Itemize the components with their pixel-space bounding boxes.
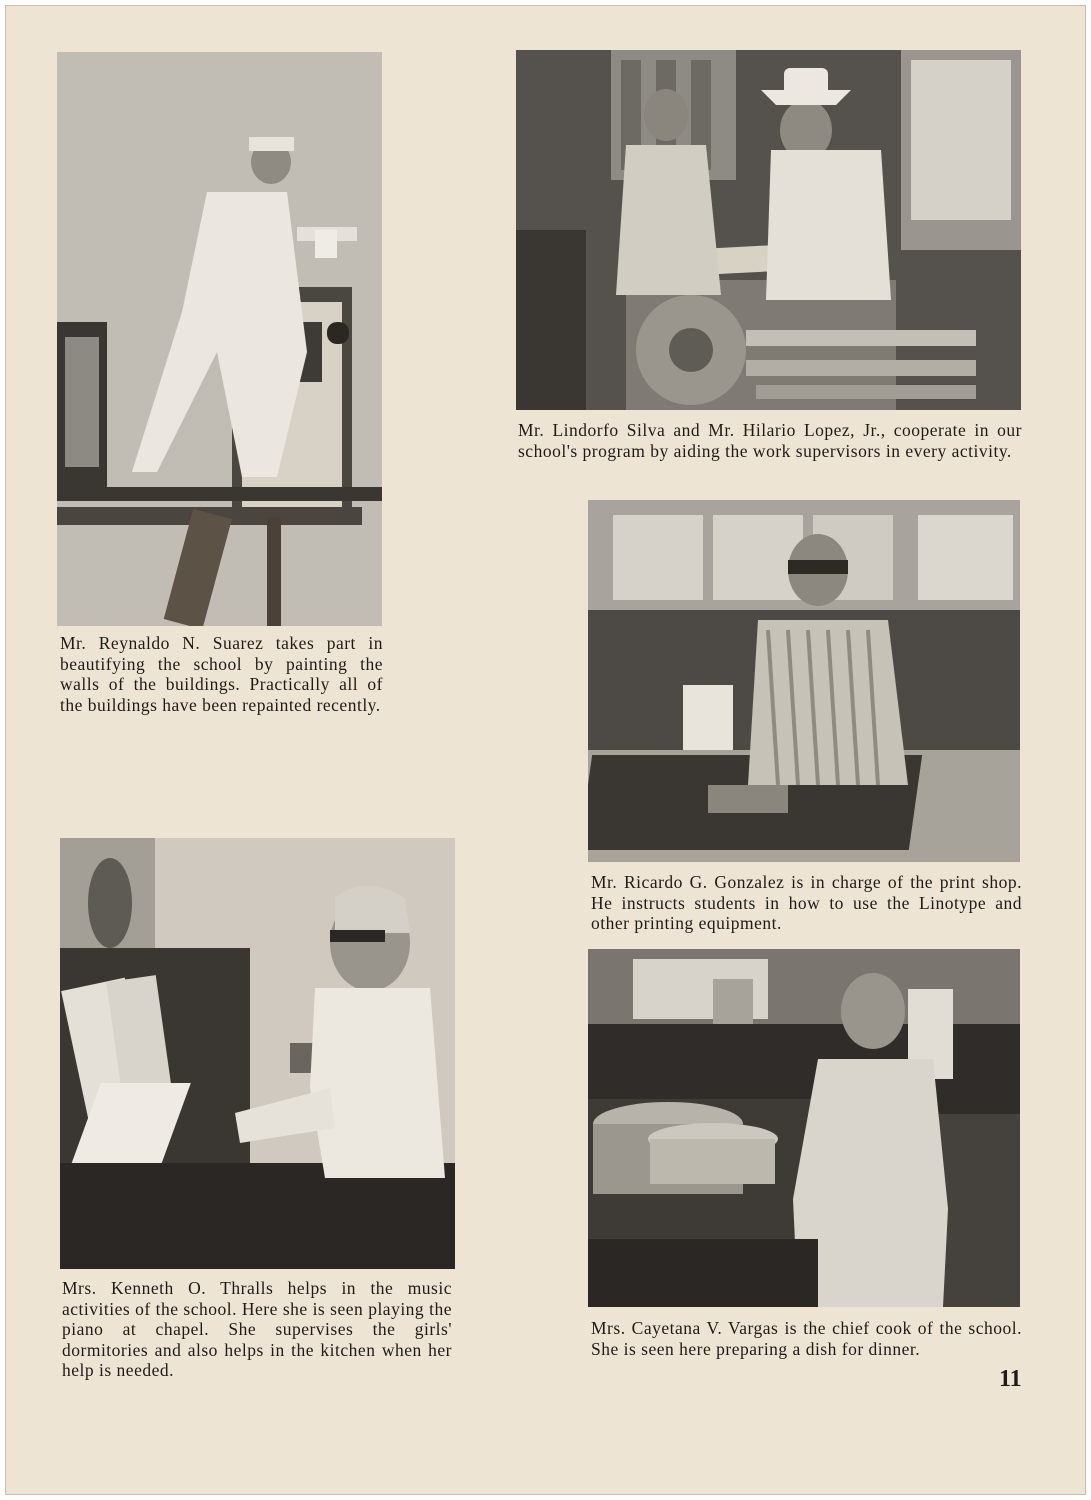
caption-piano: Mrs. Kenneth O. Thralls helps in the music activities of the school. Here she is seen playing the piano at chapel. She supervises the girls' dormitories and also helps in the kitchen when her help is needed. <box>62 1278 452 1380</box>
caption-print-shop: Mr. Ricardo G. Gonzalez is in charge of the print shop. He instructs students in how to use the Linotype and other printing equipment. <box>591 872 1022 933</box>
photo-kitchen <box>588 949 1020 1307</box>
caption-workshop: Mr. Lindorfo Silva and Mr. Hilario Lopez, Jr., cooperate in our school's program by aiding the work supervisors in every activity. <box>518 420 1022 461</box>
page-number: 11 <box>999 1366 1022 1392</box>
photo-painter <box>57 52 382 626</box>
photo-piano <box>60 838 455 1269</box>
document-page <box>5 5 1086 1495</box>
photo-workshop <box>516 50 1021 410</box>
caption-painter: Mr. Reynaldo N. Suarez takes part in beautifying the school by painting the walls of the buildings. Practically all of the buildings have been repainted recently. <box>60 633 383 715</box>
caption-kitchen: Mrs. Cayetana V. Vargas is the chief cook of the school. She is seen here preparing a dish for dinner. <box>591 1318 1022 1359</box>
photo-print-shop <box>588 500 1020 862</box>
